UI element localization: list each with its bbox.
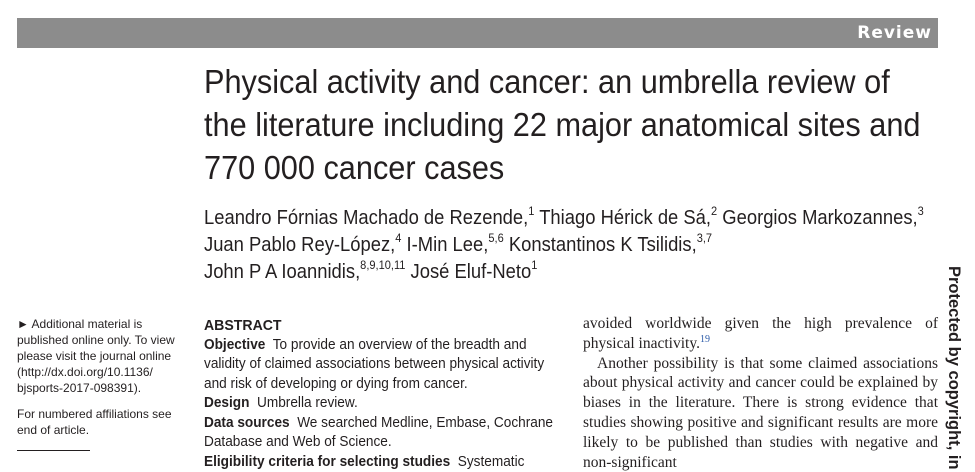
- author-name: Leandro Fórnias Machado de Rezende,: [204, 207, 528, 229]
- author-name: Konstantinos K Tsilidis,: [509, 234, 697, 256]
- author-name: Thiago Hérick de Sá,: [539, 207, 711, 229]
- author-affiliation: 3,7: [697, 231, 712, 245]
- author-line: [204, 259, 903, 286]
- body-text-column: [583, 314, 938, 472]
- author-affiliation: 3: [918, 204, 924, 218]
- author-affiliation: 8,9,10,11: [360, 258, 405, 272]
- author-affiliation: 5,6: [488, 231, 503, 245]
- abstract: [204, 316, 561, 472]
- body-paragraph: [583, 314, 938, 354]
- abstract-section-design: [204, 394, 561, 414]
- abstract-heading: ABSTRACT: [204, 316, 561, 336]
- abstract-text: Umbrella review.: [257, 395, 358, 411]
- abstract-label: Design: [204, 395, 249, 411]
- abstract-text: To provide an overview of the breadth and validity of claimed associations between physical activity and risk of developing or dying from cancer.: [204, 337, 544, 392]
- author-list: [204, 205, 903, 286]
- title-line: Physical activity and cancer: an umbrella review of: [204, 60, 902, 103]
- abstract-label: Eligibility criteria for selecting studies: [204, 454, 450, 470]
- abstract-section-eligibility: [204, 453, 561, 472]
- section-header-band: [17, 18, 938, 48]
- author-name: John P A Ioannidis,: [204, 261, 360, 283]
- title-line: 770 000 cancer cases: [204, 146, 902, 189]
- abstract-text: Systematic: [458, 454, 525, 470]
- sidebar-notes: [17, 316, 182, 451]
- author-affiliation: 4: [395, 231, 401, 245]
- author-name: Georgios Markozannes,: [722, 207, 917, 229]
- body-paragraph-text: avoided worldwide given the high prevalence of physical inactivity.: [583, 315, 938, 352]
- affiliations-note: For numbered affiliations see end of article.: [17, 406, 182, 438]
- author-affiliation: 1: [531, 258, 537, 272]
- abstract-section-objective: [204, 336, 561, 395]
- copyright-watermark: Protected by copyright, in: [944, 266, 963, 470]
- author-affiliation: 2: [711, 204, 717, 218]
- author-affiliation: 1: [528, 204, 534, 218]
- abstract-label: Objective: [204, 337, 265, 353]
- section-label: Review: [857, 23, 932, 43]
- title-line: the literature including 22 major anatomical sites and: [204, 103, 902, 146]
- author-line: [204, 232, 903, 259]
- article-title: [204, 60, 902, 189]
- reference-link[interactable]: 19: [700, 334, 710, 345]
- author-name: I-Min Lee,: [407, 234, 489, 256]
- author-name: José Eluf-Neto: [411, 261, 532, 283]
- author-line: [204, 205, 903, 232]
- sidebar-divider: [17, 450, 90, 451]
- additional-material-note: ► Additional material is published online only. To view please visit the journal online (http://dx.doi.org/10.1136/ bjsports-2017-098391).: [17, 316, 182, 396]
- abstract-section-data-sources: [204, 414, 561, 453]
- abstract-label: Data sources: [204, 415, 290, 431]
- author-name: Juan Pablo Rey-López,: [204, 234, 395, 256]
- body-paragraph: Another possibility is that some claimed associations about physical activity and cancer could be explained by biases in the literature. There is strong evidence that studies showing positive and significant results are more likely to be published than studies with negative and non-significant: [583, 354, 938, 472]
- abstract-text: We searched Medline, Embase, Cochrane Database and Web of Science.: [204, 415, 553, 451]
